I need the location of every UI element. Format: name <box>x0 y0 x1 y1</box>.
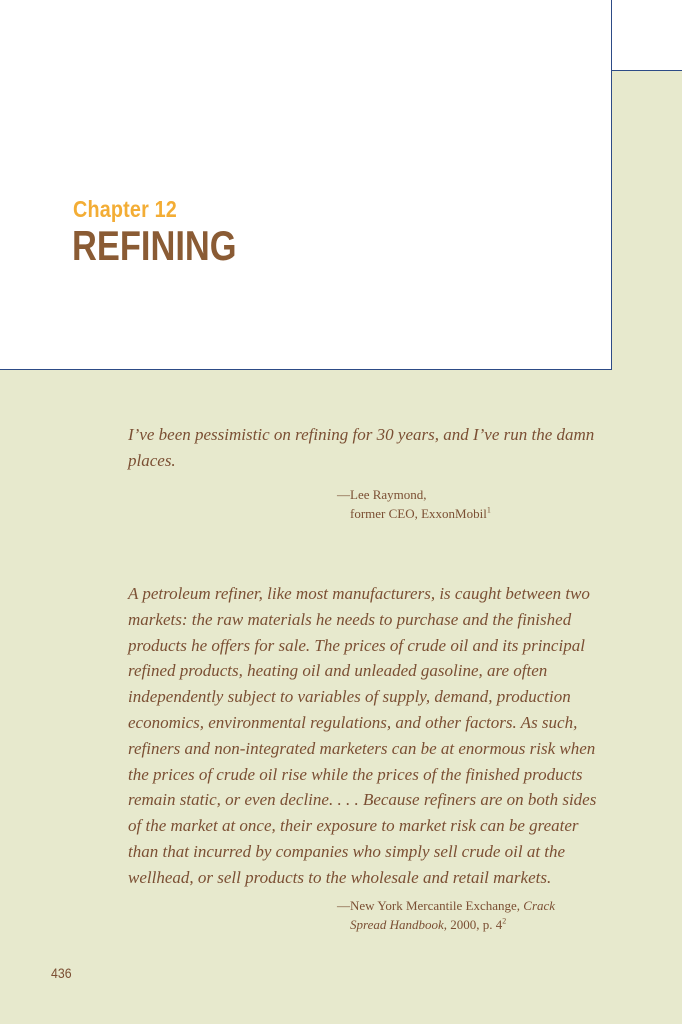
attribution-source-title-part2: Spread Handbook <box>350 917 444 932</box>
epigraph-attribution-1 <box>337 485 491 523</box>
attribution-source-line-2 <box>337 915 555 934</box>
chapter-title: REFINING <box>72 222 237 269</box>
attribution-source-details: , 2000, p. 4 <box>443 917 503 932</box>
footnote-marker-1[interactable]: 1 <box>486 505 491 515</box>
epigraph-quote-1: I’ve been pessimistic on refining for 30 years, and I’ve run the damn places. <box>128 425 595 470</box>
attribution-role <box>337 504 491 523</box>
chapter-label: Chapter 12 <box>73 196 177 222</box>
attribution-source-name: —New York Mercantile Exchange, <box>337 898 524 913</box>
epigraph-quote-2: A petroleum refiner, like most manufacturers, is caught between two markets: the raw materials he needs to purchase and the finished products he offers for sale. The prices of crude oil and its principal refined products, heating oil and unleaded gasoline, are often independently subject to variables of supply, demand, production economics, environmental regulations, and other factors. As such, refiners and non-integrated marketers can be at enormous risk when the prices of crude oil rise while the prices of the finished products remain static, or even decline. . . . Because refiners are on both sides of the market at once, their exposure to market risk can be greater than that incurred by companies who simply sell crude oil at the wellhead, or sell products to the wholesale and retail markets. <box>128 584 597 887</box>
attribution-role-text: former CEO, ExxonMobil <box>350 506 487 521</box>
attribution-source-title-part1: Crack <box>523 898 556 913</box>
attribution-name: —Lee Raymond, <box>337 487 427 502</box>
epigraph-attribution-2 <box>337 896 555 934</box>
header-corner-rule <box>612 70 682 71</box>
page-number: 436 <box>51 965 72 981</box>
header-corner-fill <box>612 0 682 70</box>
chapter-header-block <box>0 0 612 370</box>
footnote-marker-2[interactable]: 2 <box>502 916 507 926</box>
attribution-source-line-1 <box>337 896 555 915</box>
